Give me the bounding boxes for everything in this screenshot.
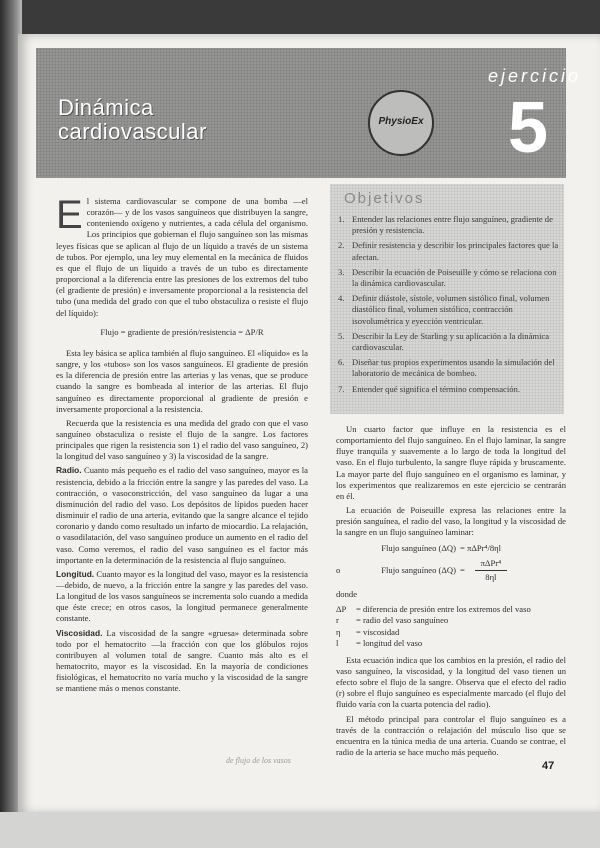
definition-text: = viscosidad	[356, 626, 400, 637]
equation-2-fraction	[475, 558, 507, 583]
exercise-number: 5	[508, 88, 549, 168]
longitud-text: Cuanto mayor es la longitud del vaso, mayor es la resistencia —debido, de nuevo, a la fricción entre la sangre y las paredes del vaso. La longitud de los vasos sanguíneos se incrementa solo cuando a medida que éste crece; en otros casos, la longitud permanece generalmente constante.	[56, 568, 308, 624]
paragraph-longitud	[56, 569, 308, 625]
objective-number: 2.	[338, 240, 345, 251]
equation-or: o	[336, 564, 341, 575]
scan-top-border	[0, 0, 600, 36]
equation-2	[336, 558, 566, 583]
right-column	[336, 424, 566, 761]
donde-label: donde	[336, 589, 358, 600]
definition-row	[336, 604, 566, 615]
physioex-logo-icon: PhysioEx	[368, 90, 434, 156]
paragraph-laminar: Un cuarto factor que influye en la resistencia es el comportamiento del flujo sanguíneo. En el flujo laminar, la sangre fluye tranquila y suavemente a lo largo de toda la longitud del vaso. En el flujo turbulento, la sangre fluye rápida y bruscamente. La mayor parte del flujo sanguíneo en el organismo es laminar, y los experimentos que realizaremos en este ejercicio se centrarán en él.	[336, 424, 566, 501]
scan-bottom-border	[0, 812, 600, 848]
viscosidad-text: La viscosidad de la sangre «gruesa» determinada sobre todo por el hematocrito —la fracción con que los glóbulos rojos contribuyen al volumen total de sangre. Cuanto más alto es el hematocrito, mayor es la viscosidad. En la mayoría de condiciones fisiológicas, el hematocrito no varía mucho y la viscosidad de la sangre se mantiene más o menos constante.	[56, 627, 308, 694]
fraction-numerator: πΔPr⁴	[480, 557, 502, 568]
definition-text: = diferencia de presión entre los extremos del vaso	[356, 604, 531, 615]
equation-1-rhs: = πΔPr⁴/8ηl	[460, 542, 502, 553]
objective-text: Definir diástole, sístole, volumen sistólico final, volumen diastólico final, volumen sistólico, contracción isovolumétrica y eyección ventricular.	[352, 293, 550, 326]
objective-item	[338, 293, 560, 327]
definition-row	[336, 627, 566, 638]
variable-definitions	[336, 604, 566, 649]
objective-item	[338, 357, 560, 379]
flow-formula: Flujo = gradiente de presión/resistencia = ΔP/R	[100, 326, 264, 337]
objectives-list	[338, 214, 560, 399]
objective-text: Entender las relaciones entre flujo sanguíneo, gradiente de presión y resistencia.	[352, 214, 553, 236]
objective-item	[338, 240, 560, 262]
viscosidad-heading: Viscosidad.	[56, 627, 103, 638]
objective-text: Definir resistencia y describir los principales factores que la afectan.	[352, 240, 559, 262]
paragraph-control: El método principal para controlar el flujo sanguíneo es a través de la contracción o relajación del músculo liso que se encuentra en la túnica media de una arteria. Cuando se contrae, el radio de la arteria se hace mucho más pequeño.	[336, 713, 566, 758]
intro-paragraph	[56, 193, 308, 319]
paragraph-poiseuille: La ecuación de Poiseuille expresa las relaciones entre la presión sanguínea, el radio del vaso, la longitud y la viscosidad de la sangre en un flujo sanguíneo laminar:	[336, 505, 566, 538]
equation-2-label: Flujo sanguíneo (ΔQ)	[381, 564, 456, 575]
paragraph-resistance: Recuerda que la resistencia es una medida del grado con que el vaso sanguíneo obstaculiza o resiste el flujo de la sangre. Los factores principales que rigen la resistencia son 1) el radio del vaso sanguíneo, 2) la longitud del vaso sanguíneo y 3) la viscosidad de la sangre.	[56, 417, 308, 462]
objective-item	[338, 384, 560, 395]
fraction-denominator: 8ηl	[485, 571, 497, 582]
equation-1	[336, 543, 566, 554]
objective-item	[338, 214, 560, 236]
definition-symbol: l	[336, 637, 339, 648]
drop-cap: E	[56, 193, 83, 237]
objective-number: 1.	[338, 214, 345, 224]
objective-text: Diseñar tus propios experimentos usando la simulación del laboratorio de mecánica de bombeo.	[352, 357, 555, 379]
chapter-title-line2: cardiovascular	[58, 119, 207, 144]
bleed-through-text: de flujo de los vasos	[226, 756, 291, 765]
definition-symbol: ΔP	[336, 604, 347, 615]
objective-text: Entender qué significa el término compensación.	[352, 383, 520, 394]
paragraph-viscosidad	[56, 628, 308, 695]
objective-text: Describir la ecuación de Poiseuille y cómo se relaciona con la dinámica cardiovascular.	[352, 266, 557, 289]
objective-number: 3.	[338, 266, 345, 277]
left-column	[56, 193, 308, 698]
longitud-heading: Longitud.	[56, 568, 95, 579]
equation-1-label: Flujo sanguíneo (ΔQ)	[381, 542, 456, 553]
objective-number: 5.	[338, 330, 345, 341]
objective-number: 6.	[338, 357, 345, 368]
paragraph-law: Esta ley básica se aplica también al flujo sanguíneo. El «líquido» es la sangre, y los «tubos» son los vasos sanguíneos. El gradiente de presión es la diferencia de presión entre las arterias y las venas, que se produce cuando la sangre es bombeada al interior de las arterias. El flujo sanguíneo es directamente proporcional al gradiente de presión e inversamente proporcional a la resistencia.	[56, 347, 308, 414]
definition-symbol: r	[336, 615, 339, 626]
equation-2-equals: =	[460, 564, 465, 575]
definition-text: = longitud del vaso	[356, 637, 423, 648]
intro-text: l sistema cardiovascular se compone de una bomba —el corazón— y de los vasos sanguíneos que distribuyen la sangre, conteniendo oxígeno y nutrientes, a cada célula del organismo. Los principios que gobiernan el flujo sanguíneo son las mismas leyes físicas que se aplican al flujo de un líquido a través de un sistema de tubos. Por ejemplo, una ley muy elemental en la mecánica de fluidos es que el flujo de un líquido a través de un tubo es directamente proporcional a la diferencia entre las presiones de los extremos del tubo (el gradiente de presión) e inversamente proporcional a la resistencia del tubo (una medida del grado con que el tubo obstaculiza o resiste el flujo del líquido):	[56, 196, 308, 318]
objective-item	[338, 267, 560, 289]
definition-text: = radio del vaso sanguíneo	[356, 615, 449, 626]
objectives-title: Objetivos	[344, 190, 425, 207]
definition-row	[336, 615, 566, 626]
objective-text: Describir la Ley de Starling y su aplicación a la dinámica cardiovascular.	[352, 330, 550, 353]
chapter-title-line1: Dinámica	[58, 95, 154, 120]
paragraph-radio	[56, 465, 308, 565]
chapter-title	[58, 96, 207, 144]
section-label: ejercicio	[488, 66, 582, 86]
definition-row	[336, 638, 566, 649]
objective-item	[338, 331, 560, 353]
page-number: 47	[542, 760, 555, 772]
definition-symbol: η	[336, 626, 341, 637]
radio-heading: Radio.	[56, 465, 82, 476]
radio-text: Cuanto más pequeño es el radio del vaso sanguíneo, mayor es la resistencia, debido a la fricción entre la sangre y las paredes del vaso. La contracción, o vasoconstricción, del vaso sanguíneo da lugar a una disminución del radio del vaso. Los depósitos de lípidos pueden hacer disminuir el radio de una arteria, evitando que la sangre alcance el tejido coronario y dando como resultado un infarto de miocardio. La relajación, o vasodilatación, del vaso sanguíneo produce un aumento en el radio del vaso. Como veremos, el radio del vaso sanguíneo es el factor más importante en la determinación de la resistencia al flujo sanguíneo.	[56, 465, 308, 565]
objective-number: 4.	[338, 293, 345, 304]
objective-number: 7.	[338, 383, 345, 394]
paragraph-equation-meaning: Esta ecuación indica que los cambios en la presión, el radio del vaso sanguíneo, la viscosidad, y la longitud del vaso tienen un efecto sobre el flujo de la sangre. Observa que el efecto del radio (r) sobre el flujo sanguíneo es especialmente marcado (el flujo del fluido varía con la cuarta potencia del radio).	[336, 654, 566, 710]
